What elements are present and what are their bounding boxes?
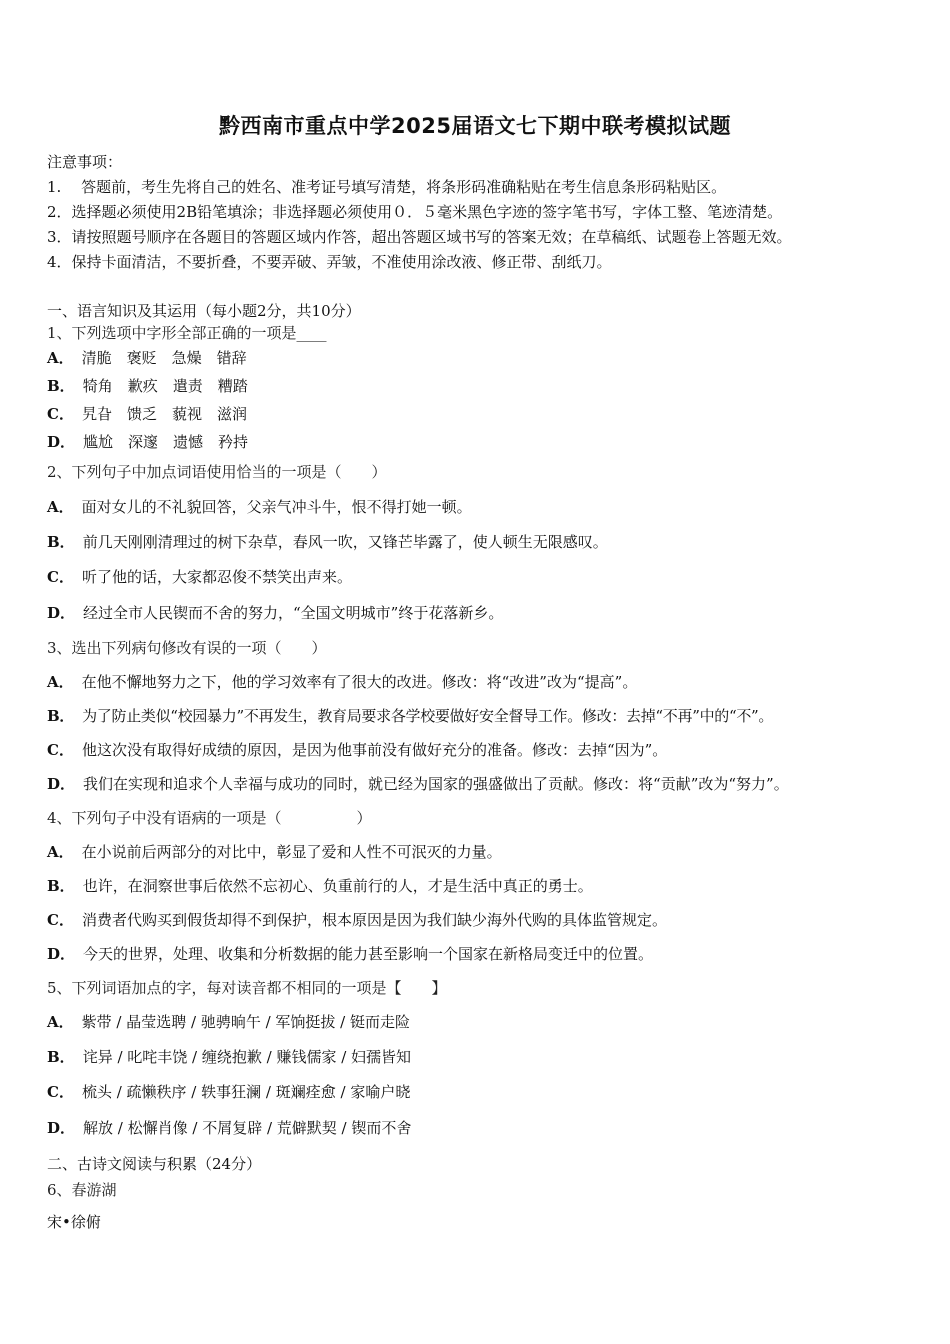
page-title: 黔西南市重点中学2025届语文七下期中联考模拟试题 bbox=[219, 114, 731, 138]
notice-item-4: 4．保持卡面清洁，不要折叠，不要弄破、弄皱，不准使用涂改液、修正带、刮纸刀。 bbox=[47, 253, 612, 271]
option-letter: C． bbox=[47, 741, 74, 759]
option-text: 我们在实现和追求个人幸福与成功的同时，就已经为国家的强盛做出了贡献。修改：将“贡献”改为“努力”。 bbox=[83, 775, 789, 793]
question-1-option-d bbox=[47, 432, 248, 452]
question-2-option-b bbox=[47, 532, 608, 552]
option-text: 旯旮 馈乏 藐视 滋润 bbox=[81, 405, 247, 423]
option-letter: D． bbox=[47, 604, 76, 622]
question-6-stem: 6、春游湖 bbox=[47, 1181, 117, 1199]
question-5-option-a bbox=[47, 1012, 410, 1032]
option-letter: B． bbox=[47, 707, 75, 725]
question-3-option-b bbox=[47, 706, 773, 726]
question-3-option-c bbox=[47, 740, 667, 760]
option-text: 为了防止类似“校园暴力”不再发生，教育局要求各学校要做好安全督导工作。修改：去掉“不再”中的“不”。 bbox=[82, 707, 774, 725]
question-5-option-b bbox=[47, 1047, 411, 1067]
question-4-option-b bbox=[47, 876, 593, 896]
option-text: 诧异 / 叱咤丰饶 / 缠绕抱歉 / 赚钱儒家 / 妇孺皆知 bbox=[82, 1048, 412, 1066]
option-letter: C． bbox=[47, 1083, 74, 1101]
option-text: 经过全市人民锲而不舍的努力，“全国文明城市”终于花落新乡。 bbox=[83, 604, 504, 622]
notice-item-3: 3．请按照题号顺序在各题目的答题区域内作答，超出答题区域书写的答案无效；在草稿纸、试题卷上答题无效。 bbox=[47, 228, 792, 246]
question-4-stem: 4、下列句子中没有语病的一项是（ ） bbox=[47, 809, 372, 827]
question-4-option-d bbox=[47, 944, 653, 964]
question-2-stem: 2、下列句子中加点词语使用恰当的一项是（ ） bbox=[47, 463, 387, 481]
option-text: 也许，在洞察世事后依然不忘初心、负重前行的人，才是生活中真正的勇士。 bbox=[82, 877, 593, 895]
poem-author: 宋•徐俯 bbox=[47, 1213, 101, 1231]
option-text: 在小说前后两部分的对比中，彰显了爱和人性不可泯灭的力量。 bbox=[81, 843, 502, 861]
question-2-option-c bbox=[47, 567, 352, 587]
option-letter: A． bbox=[47, 349, 74, 367]
option-letter: D． bbox=[47, 775, 76, 793]
option-text: 在他不懈地努力之下，他的学习效率有了很大的改进。修改：将“改进”改为“提高”。 bbox=[81, 673, 638, 691]
option-letter: D． bbox=[47, 433, 76, 451]
option-letter: C． bbox=[47, 568, 74, 586]
option-letter: A． bbox=[47, 498, 74, 516]
question-4-option-c bbox=[47, 910, 667, 930]
question-1-option-a bbox=[47, 348, 247, 368]
question-5-option-c bbox=[47, 1082, 410, 1102]
option-letter: B． bbox=[47, 377, 75, 395]
option-text: 解放 / 松懈肖像 / 不屑复辟 / 荒僻默契 / 锲而不舍 bbox=[83, 1119, 412, 1137]
option-letter: B． bbox=[47, 1048, 75, 1066]
option-letter: C． bbox=[47, 405, 74, 423]
option-letter: A． bbox=[47, 1013, 74, 1031]
question-3-option-d bbox=[47, 774, 789, 794]
option-letter: D． bbox=[47, 1119, 76, 1137]
option-letter: B． bbox=[47, 533, 75, 551]
option-letter: A． bbox=[47, 843, 74, 861]
option-text: 听了他的话，大家都忍俊不禁笑出声来。 bbox=[81, 568, 352, 586]
question-4-option-a bbox=[47, 842, 502, 862]
section-heading-1: 一、语言知识及其运用（每小题2分，共10分） bbox=[47, 302, 361, 320]
question-2-option-d bbox=[47, 603, 503, 623]
option-text: 消费者代购买到假货却得不到保护，根本原因是因为我们缺少海外代购的具体监管规定。 bbox=[81, 911, 667, 929]
question-5-stem: 5、下列词语加点的字，每对读音都不相同的一项是【 】 bbox=[47, 979, 447, 997]
section-heading-2: 二、古诗文阅读与积累（24分） bbox=[47, 1155, 262, 1173]
option-text: 犄角 歉疚 遣责 糟踏 bbox=[82, 377, 248, 395]
option-text: 紫带 / 晶莹选聘 / 驰骋晌午 / 军饷挺拔 / 铤而走险 bbox=[81, 1013, 411, 1031]
question-3-option-a bbox=[47, 672, 637, 692]
question-1-option-b bbox=[47, 376, 248, 396]
option-text: 面对女儿的不礼貌回答，父亲气冲斗牛，恨不得打她一顿。 bbox=[81, 498, 472, 516]
question-3-stem: 3、选出下列病句修改有误的一项（ ） bbox=[47, 639, 327, 657]
option-text: 清脆 褒贬 急燥 错辞 bbox=[81, 349, 247, 367]
option-text: 今天的世界，处理、收集和分析数据的能力甚至影响一个国家在新格局变迁中的位置。 bbox=[83, 945, 654, 963]
option-text: 尴尬 深邃 遗憾 矜持 bbox=[83, 433, 249, 451]
notice-item-1: 1. 答题前，考生先将自己的姓名、准考证号填写清楚，将条形码准确粘贴在考生信息条形码粘贴区。 bbox=[47, 178, 727, 196]
question-1-stem: 1、下列选项中字形全部正确的一项是____ bbox=[47, 324, 327, 342]
option-letter: A． bbox=[47, 673, 74, 691]
question-1-option-c bbox=[47, 404, 247, 424]
option-letter: C． bbox=[47, 911, 74, 929]
notice-heading: 注意事项： bbox=[47, 153, 123, 171]
question-5-option-d bbox=[47, 1118, 411, 1138]
notice-item-2: 2．选择题必须使用2B铅笔填涂；非选择题必须使用０．５毫米黑色字迹的签字笔书写，字体工整、笔迹清楚。 bbox=[47, 203, 783, 221]
option-text: 梳头 / 疏懒秩序 / 轶事狂澜 / 斑斓痊愈 / 家喻户晓 bbox=[81, 1083, 411, 1101]
option-letter: B． bbox=[47, 877, 75, 895]
option-letter: D． bbox=[47, 945, 76, 963]
option-text: 前几天刚刚清理过的树下杂草，春风一吹，又锋芒毕露了，使人顿生无限感叹。 bbox=[82, 533, 608, 551]
question-2-option-a bbox=[47, 497, 472, 517]
option-text: 他这次没有取得好成绩的原因，是因为他事前没有做好充分的准备。修改：去掉“因为”。 bbox=[81, 741, 668, 759]
